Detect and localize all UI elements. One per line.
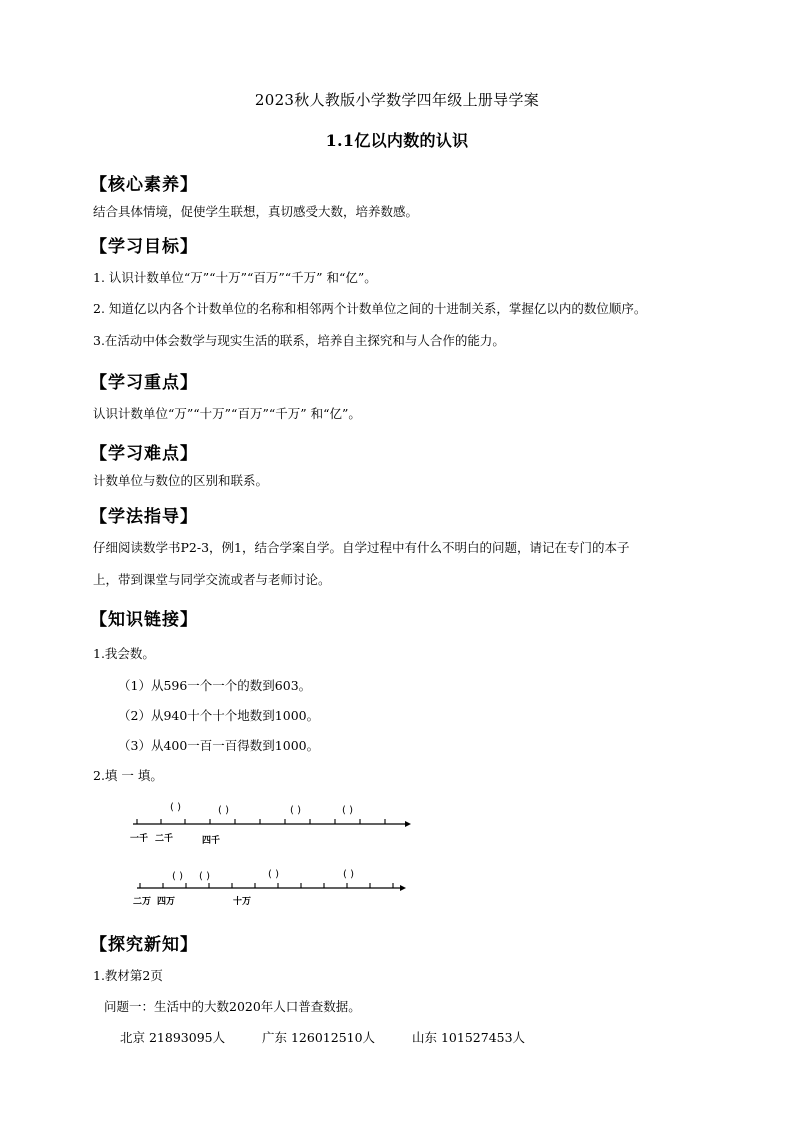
number-line-ten-thousands: [125, 864, 415, 907]
census-shandong: 山东 101527453人: [412, 1030, 526, 1045]
counting-item: （3）从400一百一百得数到1000。: [118, 738, 320, 753]
answer-blank[interactable]: ( ): [199, 871, 210, 882]
document-title: 2023秋人教版小学数学四年级上册导学案: [254, 91, 540, 109]
study-method-line: 上，带到课堂与同学交流或者与老师讨论。: [93, 572, 331, 587]
answer-blank[interactable]: ( ): [343, 869, 354, 880]
tick-label: 二万: [133, 897, 152, 907]
lesson-title: 1.1亿以内数的认识: [325, 131, 469, 150]
heading-explore-new: 【探究新知】: [90, 935, 198, 955]
goal-item: 3.在活动中体会数学与现实生活的联系，培养自主探究和与人合作的能力。: [93, 333, 505, 348]
heading-core-literacy: 【核心素养】: [90, 175, 198, 195]
heading-key-points: 【学习重点】: [90, 373, 198, 393]
tick-label: 四万: [157, 897, 176, 907]
census-beijing: 北京 21893095人: [120, 1030, 226, 1045]
answer-blank[interactable]: ( ): [342, 805, 353, 816]
key-points-text: 认识计数单位“万”“十万”“百万”“千万” 和“亿”。: [93, 406, 361, 421]
problem-one: 问题一：生活中的大数2020年人口普查数据。: [104, 999, 361, 1014]
heading-knowledge-links: 【知识链接】: [90, 610, 198, 630]
heading-learning-goals: 【学习目标】: [90, 237, 198, 257]
core-literacy-text: 结合具体情境，促使学生联想，真切感受大数，培养数感。: [93, 204, 419, 219]
answer-blank[interactable]: ( ): [218, 805, 229, 816]
heading-study-method: 【学法指导】: [90, 507, 198, 527]
textbook-reference: 1.教材第2页: [93, 968, 163, 983]
heading-difficulties: 【学习难点】: [90, 444, 198, 464]
goal-item: 2. 知道亿以内各个计数单位的名称和相邻两个计数单位之间的十进制关系，掌握亿以内的数位顺序。: [93, 301, 647, 316]
answer-blank[interactable]: ( ): [170, 802, 181, 813]
answer-blank[interactable]: ( ): [172, 871, 183, 882]
tick-label: 四千: [202, 836, 221, 846]
answer-blank[interactable]: ( ): [268, 869, 279, 880]
tick-label: 二千: [155, 834, 174, 844]
tick-label: 一千: [130, 834, 149, 844]
exercise-fill-in: 2.填 一 填。: [93, 768, 163, 783]
answer-blank[interactable]: ( ): [290, 805, 301, 816]
goal-item: 1. 认识计数单位“万”“十万”“百万”“千万” 和“亿”。: [93, 270, 377, 285]
counting-item: （1）从596一个一个的数到603。: [118, 678, 312, 693]
exercise-counting: 1.我会数。: [93, 646, 155, 661]
counting-item: （2）从940十个十个地数到1000。: [118, 708, 320, 723]
number-line-thousands: [125, 800, 415, 846]
census-guangdong: 广东 126012510人: [262, 1030, 376, 1045]
difficulties-text: 计数单位与数位的区别和联系。: [93, 473, 269, 488]
tick-label: 十万: [233, 897, 252, 907]
study-method-line: 仔细阅读数学书P2-3，例1，结合学案自学。自学过程中有什么不明白的问题，请记在专门的本子: [93, 540, 630, 555]
